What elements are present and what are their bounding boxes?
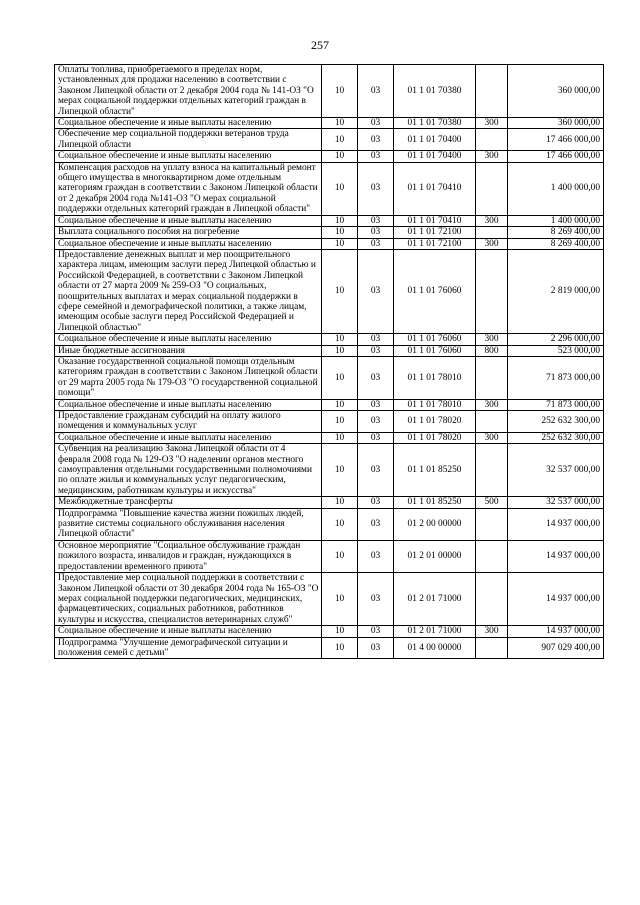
row-target-code: 01 1 01 85250 xyxy=(394,444,476,497)
row-expense-type xyxy=(476,129,508,151)
table-row xyxy=(55,444,604,497)
row-name: Социальное обеспечение и иные выплаты населению xyxy=(55,432,322,443)
row-name: Социальное обеспечение и иные выплаты населению xyxy=(55,118,322,129)
row-subsection: 03 xyxy=(358,637,394,659)
row-name: Выплата социального пособия на погребение xyxy=(55,227,322,238)
row-amount: 1 400 000,00 xyxy=(508,215,604,226)
row-target-code: 01 1 01 78010 xyxy=(394,356,476,399)
row-section: 10 xyxy=(322,215,358,226)
row-name: Субвенция на реализацию Закона Липецкой области от 4 февраля 2008 года № 129-ОЗ "О наделении органов местного самоуправления отдельными государственными полномочиями по оплате жилья и коммунальных услуг педагогическим, медицинским, работникам культуры и искусства" xyxy=(55,444,322,497)
row-amount: 32 537 000,00 xyxy=(508,497,604,508)
row-section: 10 xyxy=(322,399,358,410)
row-subsection: 03 xyxy=(358,345,394,356)
table-row xyxy=(55,65,604,118)
table-row xyxy=(55,345,604,356)
row-expense-type: 300 xyxy=(476,334,508,345)
row-amount: 1 400 000,00 xyxy=(508,162,604,215)
row-name: Компенсация расходов на уплату взноса на капитальный ремонт общего имущества в многоквартирном доме отдельным категориям граждан в соответствии с Законом Липецкой области от 2 декабря 2004 года №141-ОЗ "О мерах социальной поддержки отдельных категорий граждан в Липецкой области" xyxy=(55,162,322,215)
table-row xyxy=(55,573,604,626)
row-amount: 17 466 000,00 xyxy=(508,151,604,162)
row-amount: 252 632 300,00 xyxy=(508,411,604,433)
row-amount: 360 000,00 xyxy=(508,65,604,118)
row-name: Предоставление денежных выплат и мер поощрительного характера лицам, имеющим заслуги перед Липецкой областью и Российской Федерацией, в соответствии с Законом Липецкой области от 27 марта 2009 № 259-ОЗ "О социальных, поощрительных выплатах и мерах социальной поддержки в сфере семейной и демографической политики, а также лицам, имеющим особые заслуги перед Российской Федерацией и Липецкой областью" xyxy=(55,249,322,333)
row-target-code: 01 1 01 78010 xyxy=(394,399,476,410)
budget-table-body xyxy=(55,65,604,659)
row-subsection: 03 xyxy=(358,162,394,215)
table-row xyxy=(55,334,604,345)
row-amount: 17 466 000,00 xyxy=(508,129,604,151)
row-amount: 14 937 000,00 xyxy=(508,626,604,637)
row-target-code: 01 1 01 70380 xyxy=(394,118,476,129)
row-name: Подпрограмма "Улучшение демографической ситуации и положения семей с детьми" xyxy=(55,637,322,659)
row-section: 10 xyxy=(322,345,358,356)
row-amount: 2 819 000,00 xyxy=(508,249,604,333)
row-name: Межбюджетные трансферты xyxy=(55,497,322,508)
row-subsection: 03 xyxy=(358,238,394,249)
table-row xyxy=(55,411,604,433)
row-expense-type xyxy=(476,411,508,433)
row-name: Обеспечение мер социальной поддержки ветеранов труда Липецкой области xyxy=(55,129,322,151)
row-expense-type: 300 xyxy=(476,399,508,410)
row-name: Социальное обеспечение и иные выплаты населению xyxy=(55,399,322,410)
row-expense-type xyxy=(476,249,508,333)
row-target-code: 01 1 01 72100 xyxy=(394,227,476,238)
row-target-code: 01 2 00 00000 xyxy=(394,508,476,540)
row-section: 10 xyxy=(322,334,358,345)
row-amount: 8 269 400,00 xyxy=(508,227,604,238)
row-expense-type xyxy=(476,508,508,540)
table-row xyxy=(55,227,604,238)
row-target-code: 01 1 01 70410 xyxy=(394,162,476,215)
row-target-code: 01 1 01 72100 xyxy=(394,238,476,249)
row-section: 10 xyxy=(322,540,358,572)
row-section: 10 xyxy=(322,411,358,433)
row-expense-type xyxy=(476,444,508,497)
row-amount: 71 873 000,00 xyxy=(508,356,604,399)
row-section: 10 xyxy=(322,626,358,637)
table-row xyxy=(55,162,604,215)
page-number: 257 xyxy=(311,38,329,52)
row-subsection: 03 xyxy=(358,399,394,410)
table-row xyxy=(55,356,604,399)
row-target-code: 01 1 01 70400 xyxy=(394,129,476,151)
row-target-code: 01 1 01 76060 xyxy=(394,345,476,356)
row-target-code: 01 1 01 70410 xyxy=(394,215,476,226)
table-row xyxy=(55,497,604,508)
row-target-code: 01 2 01 71000 xyxy=(394,626,476,637)
budget-table xyxy=(54,64,604,659)
row-name: Оказание государственной социальной помощи отдельным категориям граждан в соответствии с Законом Липецкой области от 29 марта 2005 года № 179-ОЗ "О государственной социальной помощи" xyxy=(55,356,322,399)
row-expense-type xyxy=(476,65,508,118)
row-target-code: 01 1 01 78020 xyxy=(394,411,476,433)
table-row xyxy=(55,432,604,443)
row-name: Предоставление мер социальной поддержки в соответствии с Законом Липецкой области от 30 декабря 2004 года № 165-ОЗ "О мерах социальной поддержки педагогических, медицинских, фармацевтических, социальных работников, работников культуры и искусства, специалистов ветеринарных служб" xyxy=(55,573,322,626)
table-row xyxy=(55,508,604,540)
row-subsection: 03 xyxy=(358,227,394,238)
row-section: 10 xyxy=(322,249,358,333)
row-section: 10 xyxy=(322,162,358,215)
row-expense-type: 300 xyxy=(476,151,508,162)
row-section: 10 xyxy=(322,65,358,118)
row-amount: 14 937 000,00 xyxy=(508,508,604,540)
row-section: 10 xyxy=(322,573,358,626)
row-subsection: 03 xyxy=(358,356,394,399)
table-row xyxy=(55,129,604,151)
row-section: 10 xyxy=(322,129,358,151)
table-row xyxy=(55,626,604,637)
row-expense-type: 300 xyxy=(476,238,508,249)
table-row xyxy=(55,249,604,333)
row-section: 10 xyxy=(322,508,358,540)
row-subsection: 03 xyxy=(358,573,394,626)
row-subsection: 03 xyxy=(358,129,394,151)
row-subsection: 03 xyxy=(358,249,394,333)
row-amount: 523 000,00 xyxy=(508,345,604,356)
row-name: Социальное обеспечение и иные выплаты населению xyxy=(55,215,322,226)
row-amount: 14 937 000,00 xyxy=(508,573,604,626)
row-target-code: 01 4 00 00000 xyxy=(394,637,476,659)
row-amount: 8 269 400,00 xyxy=(508,238,604,249)
row-amount: 14 937 000,00 xyxy=(508,540,604,572)
row-name: Основное мероприятие "Социальное обслуживание граждан пожилого возраста, инвалидов и граждан, нуждающихся в предоставлении временного приюта" xyxy=(55,540,322,572)
row-section: 10 xyxy=(322,238,358,249)
row-subsection: 03 xyxy=(358,497,394,508)
table-row xyxy=(55,540,604,572)
row-section: 10 xyxy=(322,432,358,443)
row-expense-type: 300 xyxy=(476,432,508,443)
table-row xyxy=(55,399,604,410)
row-subsection: 03 xyxy=(358,508,394,540)
row-name: Социальное обеспечение и иные выплаты населению xyxy=(55,151,322,162)
row-subsection: 03 xyxy=(358,444,394,497)
row-target-code: 01 1 01 70400 xyxy=(394,151,476,162)
row-expense-type xyxy=(476,637,508,659)
row-name: Социальное обеспечение и иные выплаты населению xyxy=(55,238,322,249)
row-section: 10 xyxy=(322,637,358,659)
row-expense-type xyxy=(476,573,508,626)
row-expense-type: 300 xyxy=(476,118,508,129)
row-subsection: 03 xyxy=(358,411,394,433)
row-expense-type: 300 xyxy=(476,215,508,226)
table-row xyxy=(55,151,604,162)
row-target-code: 01 2 01 00000 xyxy=(394,540,476,572)
table-row xyxy=(55,637,604,659)
row-expense-type xyxy=(476,227,508,238)
row-amount: 32 537 000,00 xyxy=(508,444,604,497)
row-amount: 2 296 000,00 xyxy=(508,334,604,345)
row-expense-type xyxy=(476,162,508,215)
row-section: 10 xyxy=(322,356,358,399)
row-name: Подпрограмма "Повышение качества жизни пожилых людей, развитие системы социального обслуживания населения Липецкой области" xyxy=(55,508,322,540)
row-target-code: 01 2 01 71000 xyxy=(394,573,476,626)
row-expense-type: 500 xyxy=(476,497,508,508)
row-subsection: 03 xyxy=(358,65,394,118)
row-amount: 71 873 000,00 xyxy=(508,399,604,410)
row-subsection: 03 xyxy=(358,151,394,162)
table-row xyxy=(55,118,604,129)
row-name: Иные бюджетные ассигнования xyxy=(55,345,322,356)
row-section: 10 xyxy=(322,497,358,508)
row-section: 10 xyxy=(322,151,358,162)
row-target-code: 01 1 01 78020 xyxy=(394,432,476,443)
row-name: Предоставление гражданам субсидий на оплату жилого помещения и коммунальных услуг xyxy=(55,411,322,433)
row-subsection: 03 xyxy=(358,540,394,572)
row-expense-type xyxy=(476,356,508,399)
row-section: 10 xyxy=(322,444,358,497)
row-name: Социальное обеспечение и иные выплаты населению xyxy=(55,626,322,637)
row-expense-type: 300 xyxy=(476,626,508,637)
row-subsection: 03 xyxy=(358,334,394,345)
row-section: 10 xyxy=(322,118,358,129)
row-amount: 907 029 400,00 xyxy=(508,637,604,659)
row-subsection: 03 xyxy=(358,432,394,443)
row-section: 10 xyxy=(322,227,358,238)
row-expense-type xyxy=(476,540,508,572)
row-target-code: 01 1 01 76060 xyxy=(394,249,476,333)
row-expense-type: 800 xyxy=(476,345,508,356)
row-subsection: 03 xyxy=(358,215,394,226)
row-name: Оплаты топлива, приобретаемого в пределах норм, установленных для продажи населению в соответствии с Законом Липецкой области от 2 декабря 2004 года № 141-ОЗ "О мерах социальной поддержки отдельных категорий граждан в Липецкой области" xyxy=(55,65,322,118)
row-amount: 252 632 300,00 xyxy=(508,432,604,443)
table-row xyxy=(55,238,604,249)
row-target-code: 01 1 01 85250 xyxy=(394,497,476,508)
table-row xyxy=(55,215,604,226)
row-target-code: 01 1 01 76060 xyxy=(394,334,476,345)
row-amount: 360 000,00 xyxy=(508,118,604,129)
row-subsection: 03 xyxy=(358,118,394,129)
row-target-code: 01 1 01 70380 xyxy=(394,65,476,118)
row-subsection: 03 xyxy=(358,626,394,637)
row-name: Социальное обеспечение и иные выплаты населению xyxy=(55,334,322,345)
